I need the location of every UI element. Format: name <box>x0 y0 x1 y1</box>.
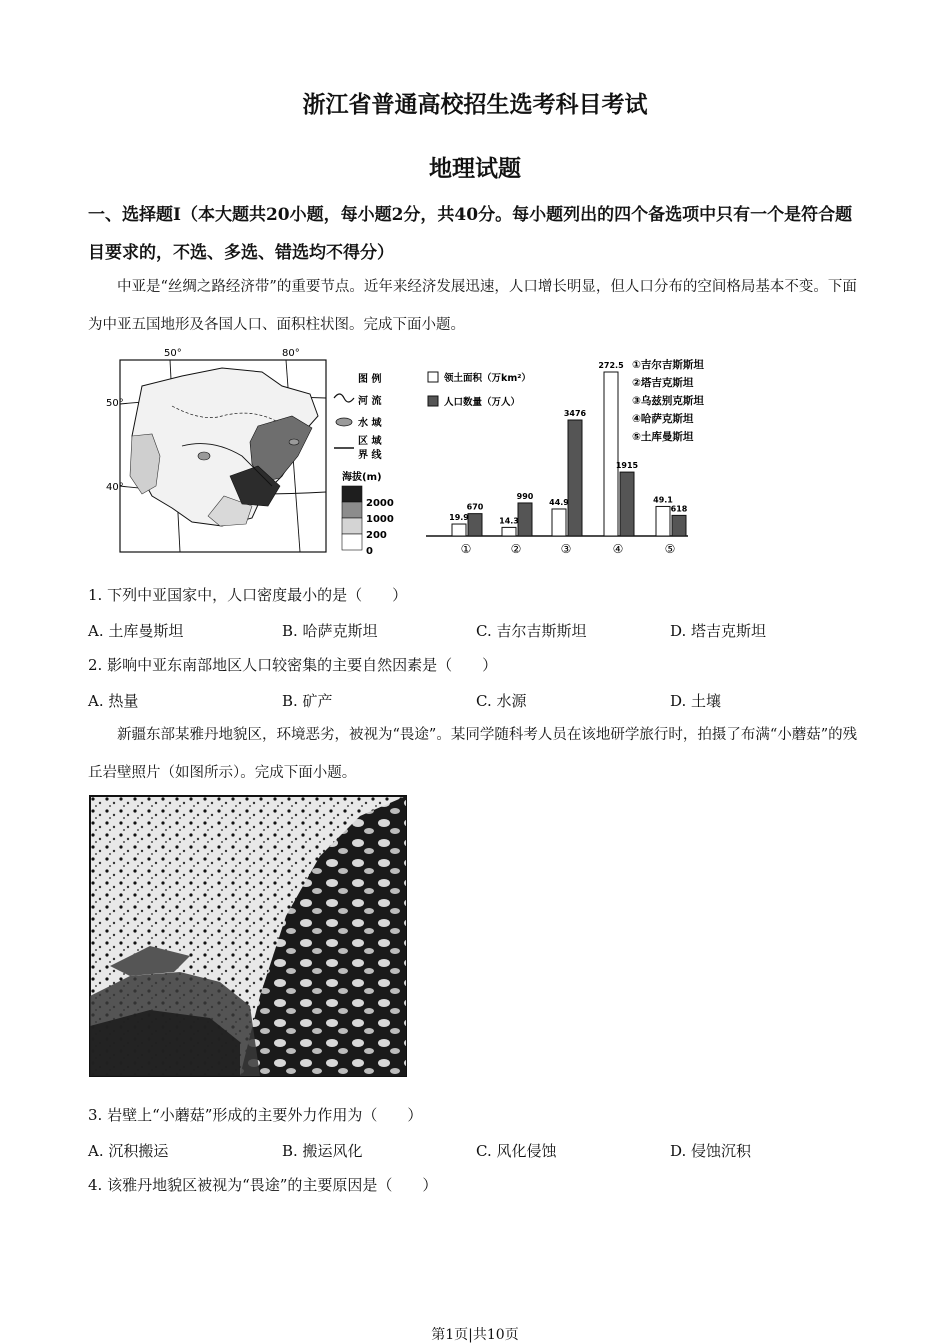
question-2 <box>88 654 497 675</box>
area-legend-label: 领土面积（万km²） <box>444 373 531 384</box>
q1-option-b[interactable]: B. 哈萨克斯坦 <box>282 622 378 640</box>
area-bar <box>604 372 618 536</box>
question-1-text: 下列中亚国家中，人口密度最小的是（ ） <box>107 586 408 604</box>
legend-border-line2: 界 线 <box>358 450 382 461</box>
passage-central-asia: 中亚是“丝绸之路经济带”的重要节点。近年来经济发展迅速，人口增长明显，但人口分布的空间格局基本不变。下面为中亚五国地形及各国人口、面积柱状图。完成下面小题。 <box>88 279 857 333</box>
population-area-chart <box>418 350 730 560</box>
population-area-chart-svg <box>418 350 730 560</box>
area-bar <box>656 506 670 536</box>
population-value-label: 3476 <box>563 409 587 418</box>
country-legend-item: ⑤土库曼斯坦 <box>632 431 694 443</box>
passage-yardang: 新疆东部某雅丹地貌区，环境恶劣，被视为“畏途”。某同学随科考人员在该地研学旅行时，拍摄了布满“小蘑菇”的残丘岩壁照片（如图所示）。完成下面小题。 <box>88 727 858 781</box>
question-3 <box>88 1104 422 1125</box>
river-legend-icon <box>334 394 354 402</box>
q1-option-d[interactable]: D. 塔吉克斯坦 <box>670 622 767 640</box>
q2-option-b[interactable]: B. 矿产 <box>282 692 333 710</box>
elevation-1000: 1000 <box>366 514 394 525</box>
legend-river: 河 流 <box>358 396 382 407</box>
elevation-2000: 2000 <box>366 498 394 509</box>
q2-option-a[interactable]: A. 热量 <box>88 692 139 710</box>
population-legend-swatch <box>428 396 438 406</box>
question-2-text: 影响中亚东南部地区人口较密集的主要自然因素是（ ） <box>107 656 498 674</box>
q3-option-d[interactable]: D. 侵蚀沉积 <box>670 1142 752 1160</box>
country-legend-item: ①吉尔吉斯斯坦 <box>632 359 704 371</box>
area-value-label: 44.9 <box>549 497 569 507</box>
area-value-label: 272.5 <box>598 361 624 370</box>
population-bar <box>568 420 582 536</box>
q3-option-a[interactable]: A. 沉积搬运 <box>88 1142 169 1160</box>
area-bar <box>552 509 566 536</box>
question-3-number: 3. <box>88 1106 103 1124</box>
q3-option-c[interactable]: C. 风化侵蚀 <box>476 1142 557 1160</box>
map-lon-80: 80° <box>282 348 300 359</box>
area-legend-swatch <box>428 372 438 382</box>
q1-option-c[interactable]: C. 吉尔吉斯斯坦 <box>476 622 587 640</box>
question-3-text: 岩壁上“小蘑菇”形成的主要外力作用为（ ） <box>107 1106 423 1124</box>
country-legend-item: ②塔吉克斯坦 <box>632 377 694 389</box>
category-tick-label: ② <box>510 542 522 556</box>
population-bar <box>672 515 686 536</box>
elevation-0: 0 <box>366 546 373 557</box>
population-bar <box>468 514 482 536</box>
q1-option-a[interactable]: A. 土库曼斯坦 <box>88 622 184 640</box>
question-4 <box>88 1174 437 1195</box>
question-2-number: 2. <box>88 656 103 674</box>
exam-title: 浙江省普通高校招生选考科目考试 <box>302 91 648 118</box>
central-asia-map <box>106 346 412 557</box>
map-lat-40: 40° <box>106 482 124 493</box>
country-legend-item: ③乌兹别克斯坦 <box>632 395 704 407</box>
population-value-label: 618 <box>670 504 688 514</box>
area-bar <box>452 524 466 536</box>
population-value-label: 670 <box>466 502 484 512</box>
question-4-number: 4. <box>88 1176 103 1194</box>
central-asia-map-figure <box>106 346 412 557</box>
area-bar <box>502 527 516 536</box>
map-lat-50: 50° <box>106 398 124 409</box>
area-value-label: 14.3 <box>499 516 519 526</box>
category-tick-label: ③ <box>560 542 572 556</box>
legend-water: 水 域 <box>358 418 382 429</box>
page-footer: 第1页|共10页 <box>431 1327 519 1343</box>
legend-border-line1: 区 域 <box>358 436 382 447</box>
yardang-photo-svg <box>90 796 406 1076</box>
q2-option-d[interactable]: D. 土壤 <box>670 692 722 710</box>
question-1 <box>88 584 407 605</box>
category-tick-label: ① <box>460 542 472 556</box>
population-value-label: 990 <box>516 491 534 501</box>
population-bar <box>518 503 532 536</box>
yardang-photo <box>90 796 406 1076</box>
population-legend-label: 人口数量（万人） <box>444 397 521 408</box>
water-legend-icon <box>336 418 352 426</box>
elevation-200: 200 <box>366 530 387 541</box>
section-heading: 一、选择题Ⅰ（本大题共20小题，每小题2分，共40分。每小题列出的四个备选项中只有一个是符合题目要求的，不选、多选、错选均不得分） <box>88 205 853 263</box>
category-tick-label: ⑤ <box>664 542 676 556</box>
map-lon-50: 50° <box>164 348 182 359</box>
country-legend-item: ④哈萨克斯坦 <box>632 413 694 425</box>
area-value-label: 19.9 <box>449 513 469 523</box>
area-value-label: 49.1 <box>653 495 673 505</box>
population-value-label: 1915 <box>615 461 639 471</box>
population-bar <box>620 472 634 536</box>
category-tick-label: ④ <box>612 542 624 556</box>
legend-title: 图 例 <box>358 374 382 385</box>
q3-option-b[interactable]: B. 搬运风化 <box>282 1142 363 1160</box>
question-4-text: 该雅丹地貌区被视为“畏途”的主要原因是（ ） <box>107 1176 438 1194</box>
question-1-number: 1. <box>88 586 103 604</box>
elevation-title: 海拔(m) <box>342 472 382 483</box>
exam-subtitle: 地理试题 <box>429 155 521 182</box>
q2-option-c[interactable]: C. 水源 <box>476 692 527 710</box>
